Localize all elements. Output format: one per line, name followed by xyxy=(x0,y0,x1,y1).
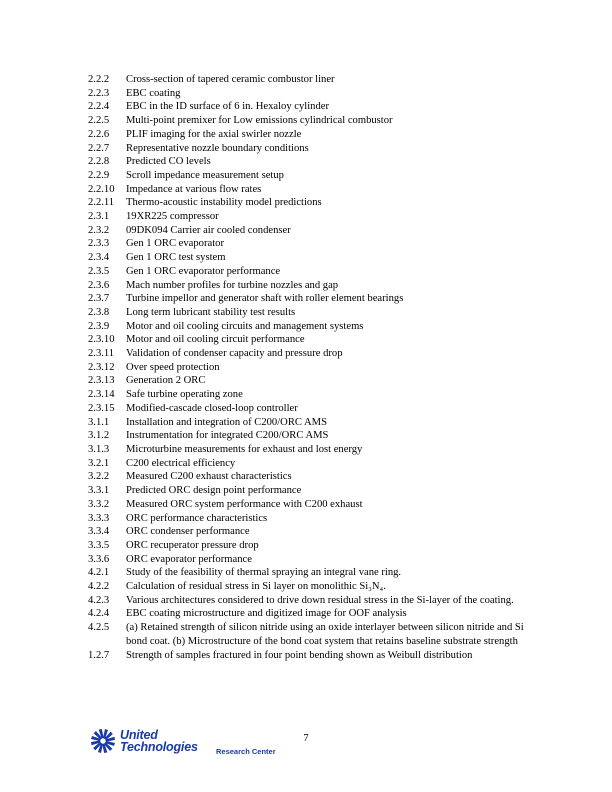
entry-title: Predicted CO levels xyxy=(126,156,211,168)
toc-entry xyxy=(88,333,528,347)
toc-entry xyxy=(88,580,528,594)
entry-title: Instrumentation for integrated C200/ORC AMS xyxy=(126,430,329,442)
entry-number: 3.3.3 xyxy=(88,512,110,524)
entry-title: Scroll impedance measurement setup xyxy=(126,169,284,181)
entry-number: 2.3.10 xyxy=(88,334,115,346)
entry-title: Turbine impellor and generator shaft with roller element bearings xyxy=(126,293,404,305)
toc-entry xyxy=(88,457,528,471)
entry-number: 2.3.3 xyxy=(88,238,110,250)
entry-title: EBC coating microstructure and digitized image for OOF analysis xyxy=(126,608,407,620)
entry-title: Predicted ORC design point performance xyxy=(126,485,302,497)
entry-title: Safe turbine operating zone xyxy=(126,389,243,401)
entry-number: 4.2.3 xyxy=(88,594,110,606)
entry-number: 3.1.2 xyxy=(88,430,110,442)
toc-entry xyxy=(88,169,528,183)
entry-title: Measured C200 exhaust characteristics xyxy=(126,471,292,483)
entry-number: 2.2.5 xyxy=(88,115,110,127)
toc-entry xyxy=(88,265,528,279)
toc-entry xyxy=(88,443,528,457)
entry-title: Long term lubricant stability test results xyxy=(126,306,296,318)
logo-line-united: United xyxy=(120,728,158,742)
entry-number: 2.2.4 xyxy=(88,101,110,113)
entry-title: 09DK094 Carrier air cooled condenser xyxy=(126,224,291,236)
toc-entry xyxy=(88,594,528,608)
entry-title: Thermo-acoustic instability model predictions xyxy=(126,197,322,209)
toc-entry xyxy=(88,155,528,169)
toc-entry xyxy=(88,361,528,375)
entry-number: 3.2.1 xyxy=(88,457,110,469)
toc-entry xyxy=(88,388,528,402)
entry-title: Representative nozzle boundary conditions xyxy=(126,142,309,154)
toc-entry xyxy=(88,100,528,114)
entry-title: Strength of samples fractured in four point bending shown as Weibull distribution xyxy=(126,649,473,661)
toc-entry xyxy=(88,196,528,210)
toc-entry xyxy=(88,539,528,553)
toc-entry xyxy=(88,374,528,388)
entry-number: 2.2.8 xyxy=(88,156,110,168)
toc-entry xyxy=(88,429,528,443)
toc-entry xyxy=(88,512,528,526)
entry-title: Calculation of residual stress in Si layer on monolithic Si₃N₄. xyxy=(126,581,386,593)
entry-number: 3.2.2 xyxy=(88,471,110,483)
entry-title: Over speed protection xyxy=(126,361,220,373)
entry-number: 3.3.4 xyxy=(88,526,110,538)
entry-title: Gen 1 ORC test system xyxy=(126,252,226,264)
toc-entry xyxy=(88,621,528,648)
entry-number: 2.3.8 xyxy=(88,306,110,318)
toc-entry xyxy=(88,128,528,142)
logo-wordmark xyxy=(120,729,198,753)
entry-title: Impedance at various flow rates xyxy=(126,183,262,195)
entry-number: 2.3.4 xyxy=(88,252,110,264)
entry-number: 2.3.12 xyxy=(88,361,115,373)
entry-title: Study of the feasibility of thermal spraying an integral vane ring. xyxy=(126,567,402,579)
entry-number: 2.3.15 xyxy=(88,402,115,414)
entry-title: Mach number profiles for turbine nozzles and gap xyxy=(126,279,339,291)
logo-line-technologies: Technologies xyxy=(120,740,198,754)
entry-number: 3.3.1 xyxy=(88,485,110,497)
entry-title: (a) Retained strength of silicon nitride using an oxide interlayer between silicon nitride and Si bond coat. (b) Microstructure of the bond coat system that retains baseline substrate strength xyxy=(126,622,524,647)
entry-number: 2.2.10 xyxy=(88,183,115,195)
entry-number: 1.2.7 xyxy=(88,649,110,661)
entry-number: 3.3.2 xyxy=(88,498,110,510)
toc-entry xyxy=(88,498,528,512)
entry-number: 4.2.1 xyxy=(88,567,110,579)
toc-entry xyxy=(88,87,528,101)
figure-list xyxy=(88,73,528,662)
entry-number: 2.2.6 xyxy=(88,128,110,140)
toc-entry xyxy=(88,416,528,430)
entry-number: 2.2.11 xyxy=(88,197,115,209)
entry-number: 2.2.7 xyxy=(88,142,110,154)
entry-title: Gen 1 ORC evaporator xyxy=(126,238,224,250)
entry-title: Microturbine measurements for exhaust and lost energy xyxy=(126,443,363,455)
entry-number: 3.3.5 xyxy=(88,539,110,551)
entry-number: 2.2.3 xyxy=(88,87,110,99)
entry-title: Motor and oil cooling circuit performance xyxy=(126,334,305,346)
entry-number: 4.2.4 xyxy=(88,608,110,620)
entry-title: Generation 2 ORC xyxy=(126,375,206,387)
entry-number: 2.3.14 xyxy=(88,389,115,401)
page-number: 7 xyxy=(303,733,309,744)
entry-title: Validation of condenser capacity and pressure drop xyxy=(126,348,343,360)
toc-entry xyxy=(88,484,528,498)
entry-title: ORC evaporator performance xyxy=(126,553,252,565)
toc-entry xyxy=(88,210,528,224)
toc-entry xyxy=(88,183,528,197)
entry-number: 2.3.7 xyxy=(88,293,110,305)
toc-entry xyxy=(88,525,528,539)
entry-title: Multi-point premixer for Low emissions cylindrical combustor xyxy=(126,115,393,127)
toc-entry xyxy=(88,142,528,156)
toc-entry xyxy=(88,566,528,580)
pinwheel-icon xyxy=(90,728,116,754)
entry-title: C200 electrical efficiency xyxy=(126,457,236,469)
entry-number: 3.3.6 xyxy=(88,553,110,565)
entry-number: 3.1.3 xyxy=(88,443,110,455)
entry-number: 3.1.1 xyxy=(88,416,110,428)
entry-number: 2.2.9 xyxy=(88,169,110,181)
toc-entry xyxy=(88,279,528,293)
research-center-label: Research Center xyxy=(216,747,276,756)
entry-number: 4.2.5 xyxy=(88,622,110,634)
entry-title: Installation and integration of C200/ORC AMS xyxy=(126,416,327,428)
entry-title: ORC recuperator pressure drop xyxy=(126,539,259,551)
entry-title: Various architectures considered to drive down residual stress in the Si-layer of the coating. xyxy=(126,594,514,606)
entry-title: ORC performance characteristics xyxy=(126,512,268,524)
toc-entry xyxy=(88,347,528,361)
toc-entry xyxy=(88,553,528,567)
entry-number: 2.2.2 xyxy=(88,74,110,85)
entry-title: PLIF imaging for the axial swirler nozzle xyxy=(126,128,302,140)
entry-number: 2.3.5 xyxy=(88,265,110,277)
entry-title: Gen 1 ORC evaporator performance xyxy=(126,265,281,277)
entry-title: Motor and oil cooling circuits and management systems xyxy=(126,320,364,332)
entry-title: EBC in the ID surface of 6 in. Hexaloy cylinder xyxy=(126,101,329,113)
toc-entry xyxy=(88,114,528,128)
entry-title: ORC condenser performance xyxy=(126,526,250,538)
toc-entry xyxy=(88,251,528,265)
entry-number: 2.3.1 xyxy=(88,211,110,223)
toc-entry xyxy=(88,292,528,306)
entry-number: 4.2.2 xyxy=(88,581,110,593)
entry-title: Cross-section of tapered ceramic combustor liner xyxy=(126,74,335,85)
toc-entry xyxy=(88,470,528,484)
entry-number: 2.3.6 xyxy=(88,279,110,291)
toc-entry xyxy=(88,607,528,621)
toc-entry xyxy=(88,306,528,320)
entry-title: Modified-cascade closed-loop controller xyxy=(126,402,298,414)
entry-number: 2.3.13 xyxy=(88,375,115,387)
toc-entry xyxy=(88,224,528,238)
united-technologies-logo xyxy=(90,728,198,754)
toc-entry xyxy=(88,73,528,87)
toc-entry xyxy=(88,237,528,251)
entry-number: 2.3.2 xyxy=(88,224,110,236)
toc-entry xyxy=(88,320,528,334)
toc-entry xyxy=(88,649,528,663)
entry-number: 2.3.11 xyxy=(88,348,115,360)
entry-number: 2.3.9 xyxy=(88,320,110,332)
entry-title: EBC coating xyxy=(126,87,181,99)
entry-title: Measured ORC system performance with C200 exhaust xyxy=(126,498,363,510)
entry-title: 19XR225 compressor xyxy=(126,211,219,223)
toc-entry xyxy=(88,402,528,416)
